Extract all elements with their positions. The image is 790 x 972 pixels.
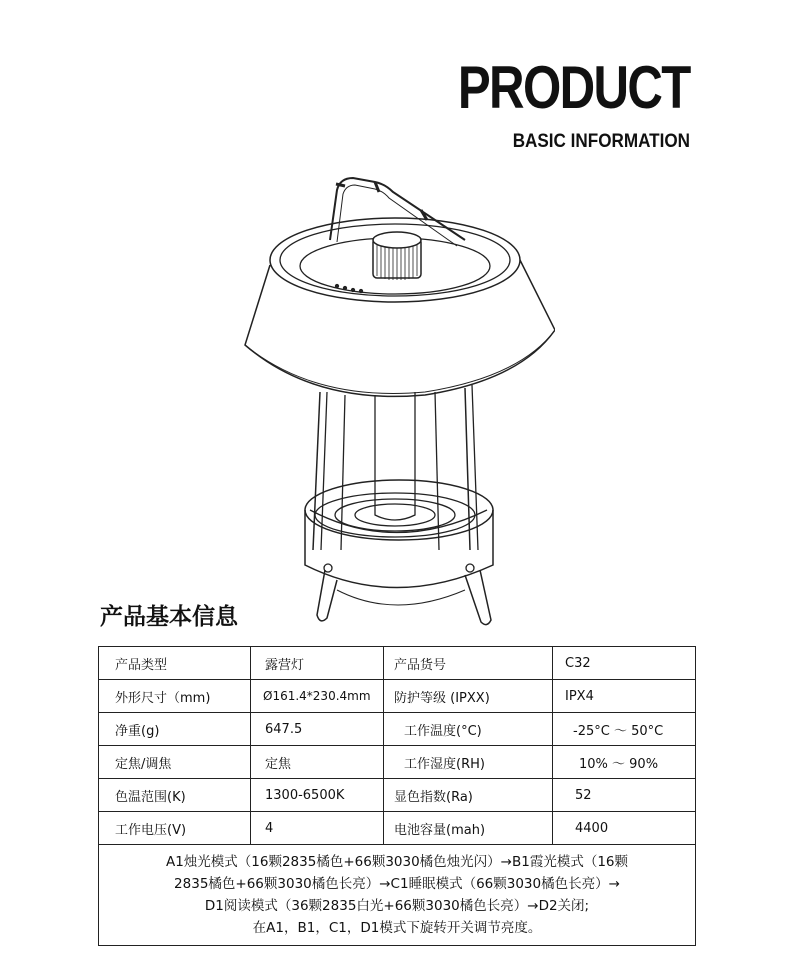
- spec-label: 产品类型: [99, 647, 251, 680]
- spec-label: 定焦/调焦: [99, 746, 251, 779]
- spec-value: 1300-6500K: [251, 779, 384, 812]
- table-row: [99, 680, 696, 713]
- spec-label: 色温范围(K): [99, 779, 251, 812]
- spec-value: -25°C ～ 50°C: [553, 713, 696, 746]
- spec-label: 工作湿度(RH): [384, 746, 553, 779]
- spec-label: 电池容量(mah): [384, 812, 553, 845]
- mode-note-line: D1阅读模式（36颗2835白光+66颗3030橘色长亮）→D2关闭;: [204, 898, 590, 914]
- spec-value: Ø161.4*230.4mm: [251, 680, 384, 713]
- mode-note-line: A1烛光模式（16颗2835橘色+66颗3030橘色烛光闪）→B1霞光模式（16颗: [165, 854, 629, 870]
- spec-value: 定焦: [251, 746, 384, 779]
- spec-value: 4400: [553, 812, 696, 845]
- spec-label: 净重(g): [99, 713, 251, 746]
- page-title: PRODUCT: [458, 54, 690, 121]
- section-heading: 产品基本信息: [100, 604, 238, 630]
- page-subtitle: BASIC INFORMATION: [512, 131, 690, 152]
- mode-description: [99, 845, 696, 946]
- mode-note-line: 在A1，B1，C1，D1模式下旋转开关调节亮度。: [252, 920, 542, 936]
- spec-label: 产品货号: [384, 647, 553, 680]
- camping-lantern-illustration: [225, 170, 555, 640]
- spec-value: 52: [553, 779, 696, 812]
- spec-label: 防护等级 (IPXX): [384, 680, 553, 713]
- spec-table: [98, 646, 696, 946]
- spec-value: IPX4: [553, 680, 696, 713]
- spec-value: 10% ～ 90%: [553, 746, 696, 779]
- table-row: [99, 713, 696, 746]
- mode-note-line: 2835橘色+66颗3030橘色长亮）→C1睡眠模式（66颗3030橘色长亮）→: [174, 876, 620, 892]
- spec-value: 4: [251, 812, 384, 845]
- spec-value: C32: [553, 647, 696, 680]
- spec-value: 露营灯: [251, 647, 384, 680]
- table-row: [99, 812, 696, 845]
- spec-label: 工作温度(°C): [384, 713, 553, 746]
- table-row: [99, 746, 696, 779]
- spec-label: 外形尺寸（mm): [99, 680, 251, 713]
- spec-value: 647.5: [251, 713, 384, 746]
- spec-label: 显色指数(Ra): [384, 779, 553, 812]
- spec-label: 工作电压(V): [99, 812, 251, 845]
- table-row: [99, 647, 696, 680]
- table-row: [99, 779, 696, 812]
- table-row: [99, 845, 696, 946]
